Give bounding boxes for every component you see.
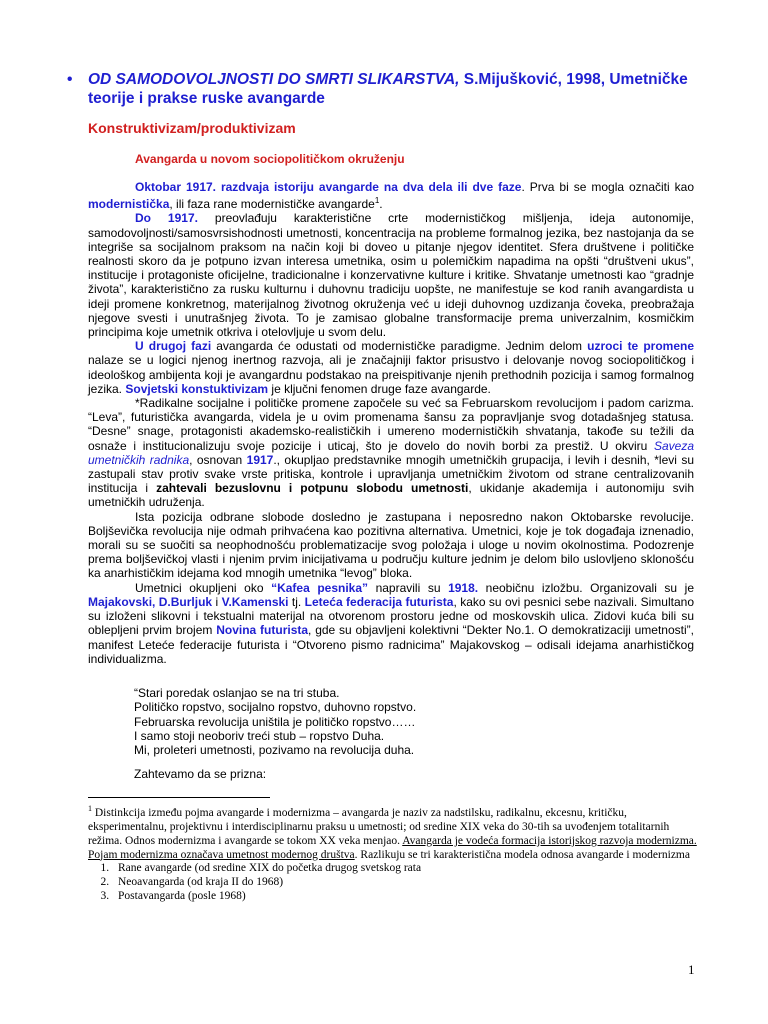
paragraph-text: . Prva bi se mogla označiti kao (521, 180, 694, 194)
paragraph-1 (88, 180, 694, 211)
paragraph-text: preovlađuju karakteristične crte modernističkog mišljenja, ideja autonomije, samodovoljnosti/samosvrsishodnosti umetnosti, koncentracija na probleme formalnog jezika, bez nastojanja da se integriše sa socijalnom praksom na način koji bi doveo u pitanje njegov identitet. Sfera društvene i političke realnosti skoro da je potpuno izvan interesa umetnika, osim u polemičkim napadima na opšti “društveni ukus”, institucije i protagoniste oficijelne, tradicionalne i konzervativne kulture i kritike. Shvatanje umetnosti kao “gradnje života”, karakteristično za rusku kulturnu i duhovnu tradiciju uopšte, ne manifestuje se kod ranih avangardista u ideji promene konkretnog, materijalnog životnog okruženja već u ideji duhovnog uzdizanja čoveka, preobražaja njegove svesti i unutrašnjeg života. To je zamisao globalne transformacije prema univerzalnim, kosmičkim principima koje umetnik otkriva i otelovljuje u svom delu. (88, 211, 695, 340)
body-text (88, 180, 694, 666)
poem-line: I samo stoji neoboriv treći stub – ropstvo Duha. (134, 728, 385, 743)
paragraph-text: avangarda će odustati od modernističke paradigme. Jednim delom (211, 339, 588, 354)
highlight-text: Do 1917. (135, 211, 198, 226)
list-item: 1. Rane avangarde (od sredine XIX do početka drugog svetskog rata (112, 862, 698, 876)
highlight-text: Sovjetski konstuktivizam (125, 381, 269, 396)
footnote-separator (88, 797, 270, 798)
poem-line: Februarska revolucija uništila je političko ropstvo…… (134, 714, 416, 729)
paragraph-5: Ista pozicija odbrane slobode dosledno je zastupana i neposredno nakon Oktobarske revolucije. Boljševička revolucija nije odmah prihvaćena kao pozitivna alternativa. Umetnici, koje je tok događaja iznenadio, morali su se suočiti sa neophodnošću problematizacije svog položaja i uloge u novim okolnostima. Podozrenje prema boljševičkoj vlasti i njenim prvim inicijativama u području kulture jednim je delom bilo uslovljeno sklonošću ka anarhističkim idejama kod mnogih umetnika “levog” bloka. (88, 509, 694, 581)
heading-title: OD SAMODOVOLJNOSTI DO SMRTI SLIKARSTVA, (88, 71, 460, 88)
bold-text: zahtevali bezuslovnu i potpunu slobodu umetnosti (156, 481, 469, 496)
paragraph-6 (88, 581, 694, 666)
poem-line: Političko ropstvo, socijalno ropstvo, duhovno ropstvo. (134, 700, 417, 715)
footnote-body: . Razlikuju se tri karakteristična modela odnosa avangarde i modernizma (354, 848, 690, 861)
paragraph-2 (88, 211, 694, 339)
list-item: 3. Postavangarda (posle 1968) (112, 890, 698, 904)
highlight-text: Saveza umetničkih radnika (88, 438, 694, 467)
paragraph-text: , osnovan (189, 452, 247, 467)
highlight-text: modernistička (88, 197, 170, 212)
paragraph-text: tj. (288, 594, 305, 609)
footnote-underlined: Avangarda je vodeća formacija istorijskog razvoja modernizma. Pojam modernizma označava umetnost modernog društva (88, 834, 697, 861)
highlight-text: Majakovski, D.Burljuk (88, 594, 213, 609)
paragraph-text: . (379, 197, 383, 212)
highlight-text: Novina futurista (216, 623, 309, 638)
paragraph-text: napravili su (368, 580, 449, 595)
paragraph-text: *Radikalne socijalne i političke promene započele su već sa Februarskom revolucijom i padom carizma. “Leva”, futuristička avangarda, videla je u ovim promenama šansu za popravljanje svog dotadašnjeg statusa. “Desne” snage, protagonisti akademsko-realističkih i umereno modernističkih shvatanja, takođe su težili da osnaže i institucionalizuju svoje pozicije i uticaj, što je dovelo do novih borbi za prestiž. U okviru (88, 396, 694, 453)
footnote (88, 802, 698, 904)
document-heading (67, 70, 708, 108)
heading-source: S.Mijušković, 1998, Umetničke teorije i prakse ruske avangarde (88, 71, 688, 107)
highlight-text: Leteća federacija futurista (304, 594, 454, 609)
footnote-mark: 1 (88, 804, 92, 813)
highlight-text: “Kafea pesnika” (271, 580, 369, 595)
paragraph-4 (88, 396, 694, 510)
poem-line: Mi, proleteri umetnosti, pozivamo na revolucija duha. (134, 743, 415, 758)
highlight-text: Oktobar 1917. razdvaja istoriju avangarde na dva dela ili dve faze (135, 180, 522, 194)
bullet-icon: • (67, 71, 73, 88)
footnote-text (88, 802, 698, 862)
paragraph-text: je ključni fenomen druge faze avangarde. (268, 381, 491, 396)
demand-line: Zahtevamo da se prizna: (134, 767, 267, 781)
highlight-text: uzroci te promene (587, 339, 694, 354)
highlight-text: V.Kamenski (221, 594, 289, 609)
highlight-text: 1917 (246, 452, 274, 467)
section-title: Avangarda u novom sociopolitičkom okruženju (135, 152, 405, 166)
quoted-poem (134, 686, 416, 757)
paragraph-text: , gde su objavljeni kolektivni “Dekter No.1. O demokratizaciji umetnosti”, manifest Leteće federacije futurista i “Otvoreno pismo radnicima” Majakovskog – odisali idejama anarhističkog individualizma. (88, 623, 694, 666)
paragraph-text: ., okupljao predstavnike mnogih umetničkih grupacija, i levih i desnih, *levi su zastupali stav protiv svake vrste pritiska, kontrole i upravljanja umetničkim životom od strane centralizovanih institucija i (88, 452, 694, 496)
paragraph-text: neobičnu izložbu. Organizovali su je (478, 580, 694, 595)
paragraph-text: , kako su ovi pesnici sebe nazivali. Simultano su izloženi slikovni i tekstualni materijal na otvorenom prostoru jedne od moskovskih ulica. Zidovi kuća bili su oblepljeni prvim brojem (88, 594, 694, 638)
highlight-text: 1918. (448, 580, 479, 595)
paragraph-3 (88, 339, 694, 396)
footnote-list (88, 862, 698, 904)
chapter-subheading: Konstruktivizam/produktivizam (88, 120, 296, 136)
paragraph-text: Umetnici okupljeni oko (135, 580, 272, 595)
paragraph-text: i (212, 594, 222, 609)
paragraph-text: , ukidanje akademija i autonomiju svih umetničkih udruženja. (88, 481, 694, 510)
list-item: 2. Neoavangarda (od kraja II do 1968) (112, 876, 698, 890)
page-number: 1 (688, 962, 695, 977)
footnote-body: Distinkcija između pojma avangarde i modernizma – avangarda je naziv za nadstilsku, radikalnu, ekcesnu, kritičku, eksperimentalnu, projektivnu i interdisciplinarnu praksu u umetnosti; od sredine XIX veka do 30-tih sa uvođenjem totalitarnih režima. Odnos modernizma i avangarde se tokom XX veka menjao. (88, 806, 670, 847)
paragraph-text: , ili faza rane modernističke avangarde (169, 197, 375, 212)
poem-line: “Stari poredak oslanjao se na tri stuba. (134, 686, 340, 700)
highlight-text: U drugoj fazi (135, 339, 212, 354)
paragraph-text: nalaze se u logici njenog inertnog razvoja, ali je značajniji faktor prisustvo i delovanje novog sociopolitičkog i ideološkog ambijenta koji je avangardnu podstakao na preispitivanje njenih prethodnih pozicija i samog formalnog jezika. (88, 353, 694, 396)
footnote-ref[interactable]: 1 (374, 196, 380, 206)
